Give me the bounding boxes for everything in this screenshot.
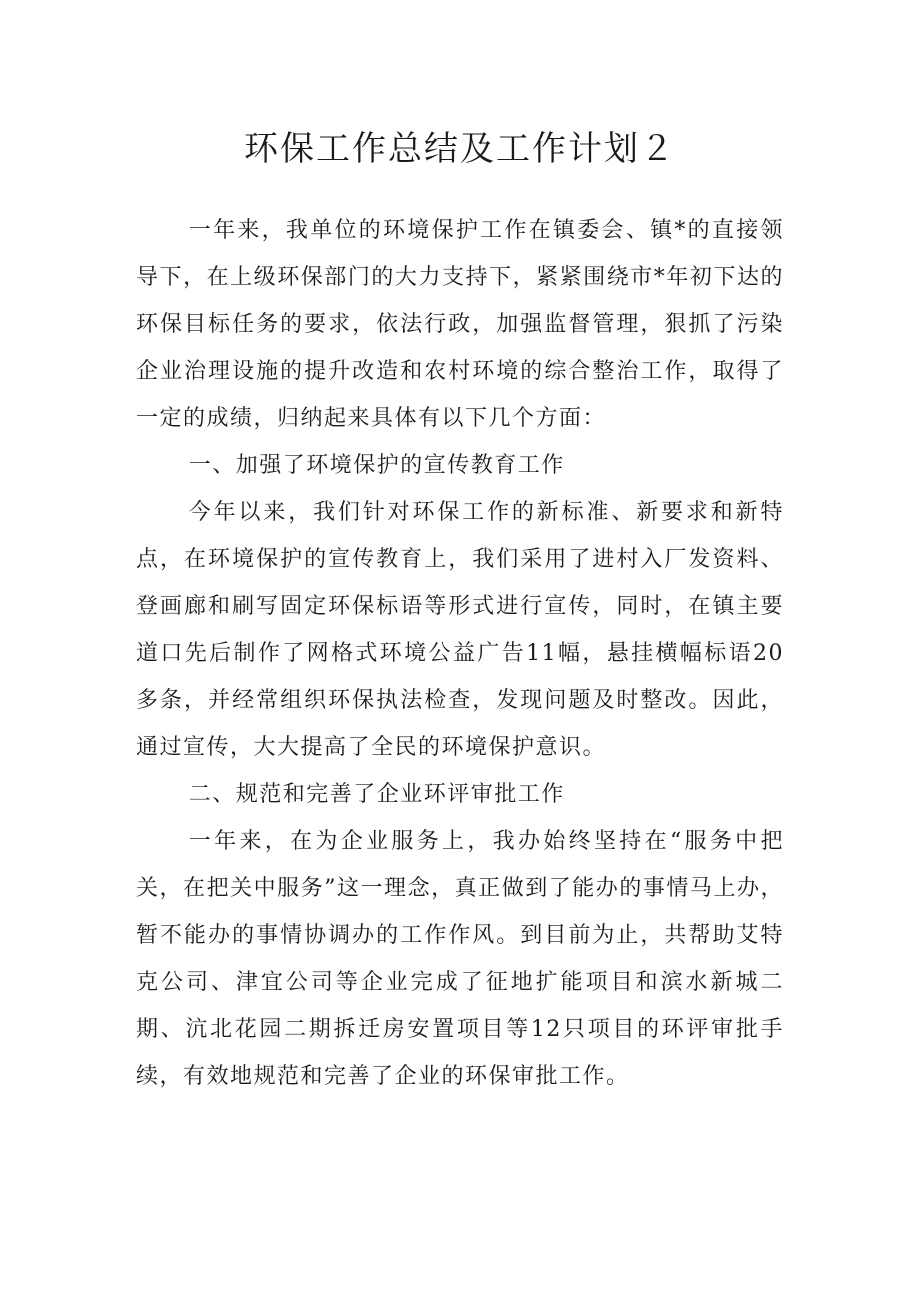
paragraph-publicity: 今年以来，我们针对环保工作的新标准、新要求和新特点，在环境保护的宣传教育上，我们采用了进村入厂发资料、登画廊和刷写固定环保标语等形式进行宣传，同时，在镇主要道口先后制作了网格式环境公益广告11幅，悬挂横幅标语20多条，并经常组织环保执法检查，发现问题及时整改。因此，通过宣传，大大提高了全民的环境保护意识。 [136, 500, 784, 760]
section-heading-1: 一、加强了环境保护的宣传教育工作 [188, 453, 565, 478]
paragraph-intro: 一年来，我单位的环境保护工作在镇委会、镇*的直接领导下，在上级环保部门的大力支持下，紧紧围绕市*年初下达的环保目标任务的要求，依法行政，加强监督管理，狠抓了污染企业治理设施的提升改造和农村环境的综合整治工作，取得了一定的成绩，归纳起来具体有以下几个方面： [136, 218, 784, 431]
document-title: 环保工作总结及工作计划２ [244, 129, 676, 169]
section-heading-2: 二、规范和完善了企业环评审批工作 [188, 782, 565, 807]
document-body [136, 207, 784, 1100]
paragraph-approval: 一年来，在为企业服务上，我办始终坚持在“服务中把关，在把关中服务”这一理念，真正做到了能办的事情马上办，暂不能办的事情协调办的工作作风。到目前为止，共帮助艾特克公司、津宜公司等企业完成了征地扩能项目和滨水新城二期、沆北花园二期拆迁房安置项目等12只项目的环评审批手续，有效地规范和完善了企业的环保审批工作。 [136, 829, 784, 1089]
